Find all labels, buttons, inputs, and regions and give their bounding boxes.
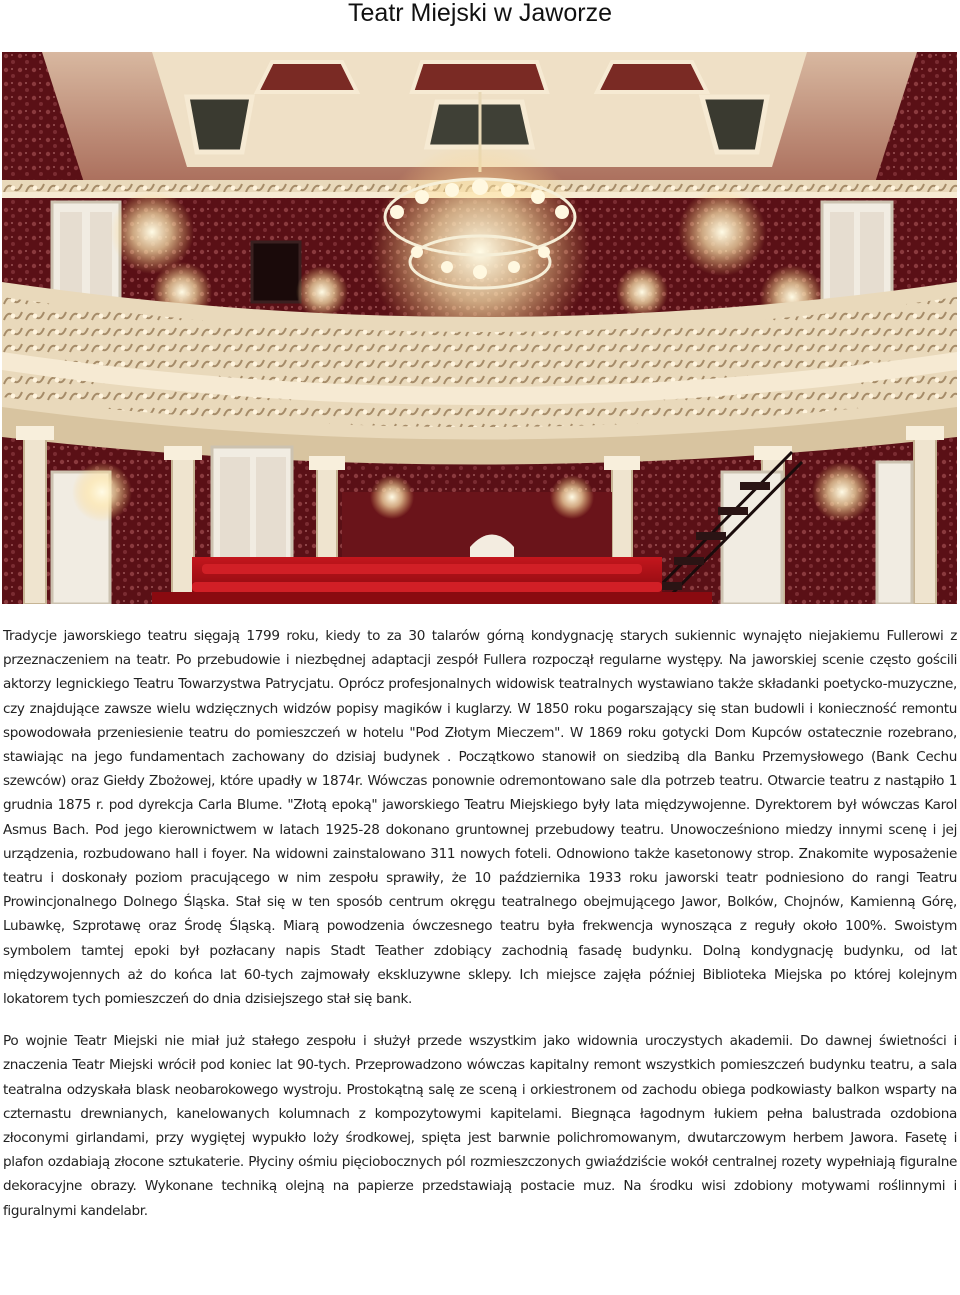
article-paragraph-postwar: Po wojnie Teatr Miejski nie miał już stałego zespołu i służył przede wszystkim jako widownia uroczystych akademii. Do dawnej świetności i znaczenia Teatr Miejski wrócił pod koniec lat 90-tych. Przeprowadzono wówczas kapitalny remont wszystkich pomieszczeń budynku teatru, a sala teatralna odzyskała blask neobarokowego wystroju. Prostokątną salę ze sceną i orkiestronem od zachodu obiega podkowiasty balkon wsparty na czternastu drewnianych, kanelowanych kolumnach z kompozytowymi kapitelami. Biegnąca łagodnym łukiem pełna balustrada ozdobiona złoconymi girlandami, przy wygiętej wypukło loży środkowej, spięta jest barwnie polichromowanym, dwutarczowym herbem Jawora. Fasetę i plafon ozdabiają złocone sztukaterie. Płyciny ośmiu pięciobocznych pól rozmieszczonych gwiaździście wokół centralnej rozety wypełniają figuralne dekoracyjne obrazy. Wykonane techniką olejną na papierze przedstawiają postacie muz. Na środku wisi zdobiony motywami roślinnymi i figuralnymi kandelabr. (3, 1033, 957, 1219)
theatre-auditorium-photo (2, 52, 957, 604)
page-title: Teatr Miejski w Jaworze (348, 0, 612, 27)
article-paragraph-history: Tradycje jaworskiego teatru sięgają 1799 roku, kiedy to za 30 talarów górną kondygnację starych sukiennic wynajęto niejakiemu Fullerowi z przeznaczeniem na teatr. Po przebudowie i niezbędnej adaptacji zespół Fullera rozpoczął regularne występy. Na jaworskiej scenie często gościli aktorzy legnickiego Teatru Towarzystwa Patrycjatu. Oprócz profesjonalnych widowisk teatralnych wystawiano także składanki poetycko-muzyczne, czy znajdujące zawsze wielu wdzięcznych widzów popisy magików i kuglarzy. W 1850 roku pogarszający się stan budowli i konieczność remontu spowodowała przeniesienie teatru do pomieszczeń w hotelu "Pod Złotym Mieczem". W 1869 roku gotycki Dom Kupców ostatecznie rozebrano, stawiając na jego fundamentach zachowany do dzisiaj budynek . Początkowo stanowił on siedzibą dla Banku Przemysłowego (Bank Cechu szewców) oraz Giełdy Zbożowej, które upadły w 1874r. Wówczas ponownie odremontowano sale dla potrzeb teatru. Otwarcie teatru z nastąpiło 1 grudnia 1875 r. pod dyrekcja Carla Blume. "Złotą epoką" jaworskiego Teatru Miejskiego były lata międzywojenne. Dyrektorem był wówczas Karol Asmus Bach. Pod jego kierownictwem w latach 1925-28 dokonano gruntownej przebudowy teatru. Unowocześniono miedzy innymi scenę i jej urządzenia, rozbudowano hall i foyer. Na widowni zainstalowano 311 nowych foteli. Odnowiono także kasetonowy strop. Znakomite wyposażenie teatru i doskonały poziom pracującego w nim zespołu sprawiły, że 10 października 1933 roku jaworski teatr podniesiono do rangi Teatru Prowincjonalnego Dolnego Śląska. Stał się w ten sposób centrum okręgu teatralnego obejmującego Jawor, Bolków, Chojnów, Kamienną Górę, Lubawkę, Szprotawę oraz Środę Śląską. Miarą powodzenia ówczesnego teatru była frekwencja wynosząca z reguły około 100%. Swoistym symbolem tamtej epoki był pozłacany napis Stadt Teather zdobiący zachodnią fasadę budynku. Dolną kondygnację budynku, od lat międzywojennych aż do końca lat 60-tych zajmowały ekskluzywne sklepy. Ich miejsce zajęła później Biblioteka Miejska po której kolejnym lokatorem tych pomieszczeń do dnia dzisiejszego stał się bank. (3, 628, 957, 1008)
article-body (3, 624, 957, 1223)
auditorium-illustration (2, 52, 957, 604)
